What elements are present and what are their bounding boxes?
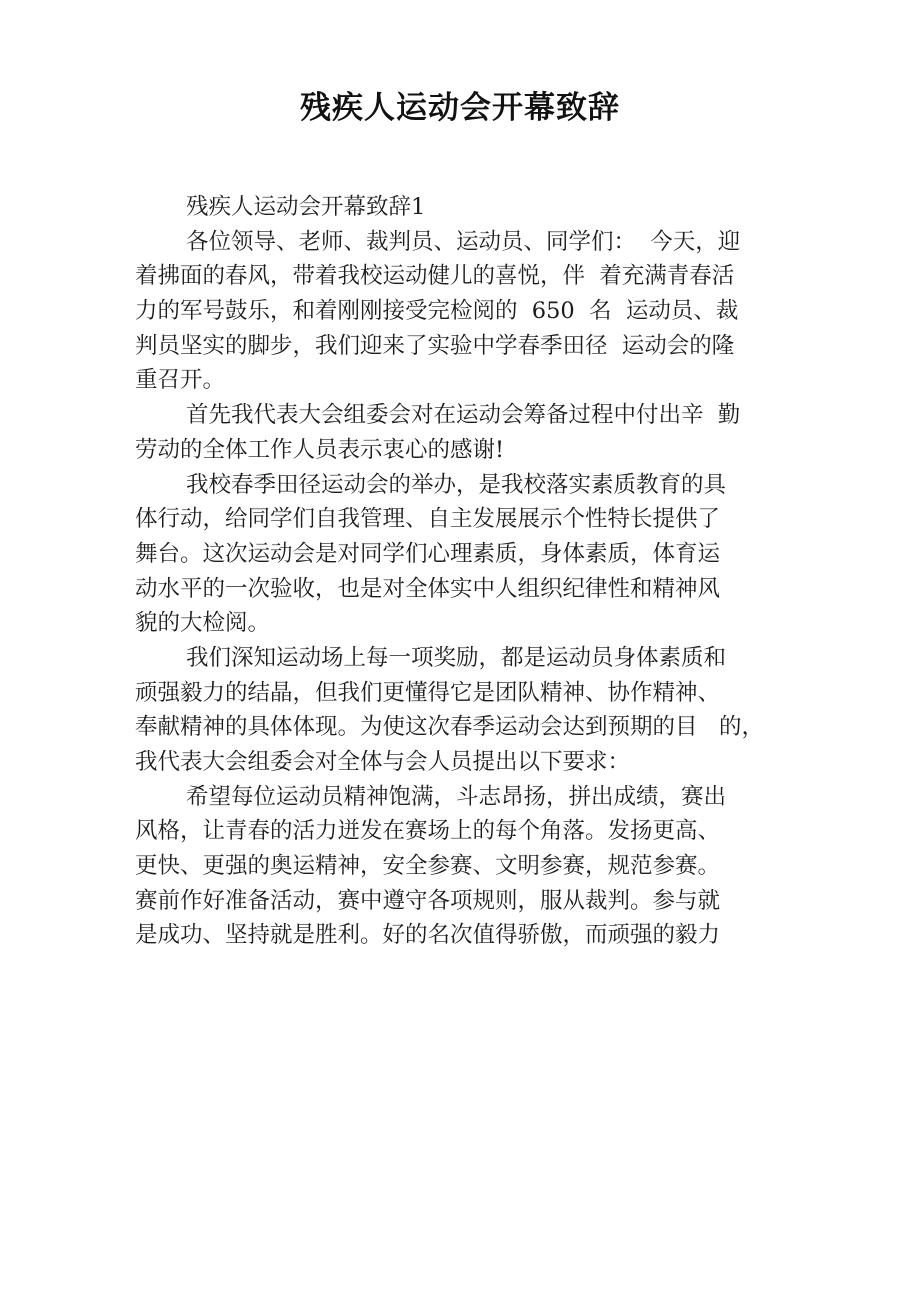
paragraph-line: 重召开。 <box>135 367 226 394</box>
document-title: 残疾人运动会开幕致辞 <box>300 90 620 126</box>
paragraph-line: 是成功、坚持就是胜利。好的名次值得骄傲，而顽强的毅力 <box>135 922 721 949</box>
paragraph-line: 着拂面的春风，带着我校运动健儿的喜悦，伴 着充满青春活 <box>135 263 735 290</box>
paragraph-line: 我代表大会组委会对全体与会人员提出以下要求： <box>135 749 631 775</box>
paragraph-line: 更快、更强的奥运精神，安全参赛、文明参赛，规范参赛。 <box>135 853 721 880</box>
paragraph-line: 首先我代表大会组委会对在运动会筹备过程中付出辛 勤 <box>186 402 741 429</box>
paragraph-line: 我校春季田径运动会的举办，是我校落实素质教育的具 <box>186 471 727 498</box>
paragraph-line: 力的军号鼓乐，和着刚刚接受完检阅的 650 名 运动员、裁 <box>135 298 739 325</box>
paragraph-line: 判员坚实的脚步，我们迎来了实验中学春季田径 运动会的隆 <box>135 332 735 359</box>
paragraph-line: 劳动的全体工作人员表示衷心的感谢! <box>135 436 505 463</box>
paragraph-line: 希望每位运动员精神饱满，斗志昂扬，拼出成绩，赛出 <box>186 783 727 810</box>
paragraph-line: 各位领导、老师、裁判员、运动员、同学们： 今天，迎 <box>186 228 741 255</box>
paragraph-line: 体行动，给同学们自我管理、自主发展展示个性特长提供了 <box>135 506 721 533</box>
paragraph-line: 动水平的一次验收，也是对全体实中人组织纪律性和精神风 <box>135 575 721 602</box>
paragraph-line: 风格，让青春的活力迸发在赛场上的每个角落。发扬更高、 <box>135 818 721 845</box>
document-body <box>135 190 785 953</box>
paragraph-line: 奉献精神的具体体现。为使这次春季运动会达到预期的目 的， <box>135 714 764 741</box>
section-heading: 残疾人运动会开幕致辞1 <box>186 194 426 220</box>
paragraph-line: 貌的大检阅。 <box>135 610 271 637</box>
paragraph-line: 赛前作好准备活动，赛中遵守各项规则，服从裁判。参与就 <box>135 887 721 914</box>
paragraph-line: 我们深知运动场上每一项奖励，都是运动员身体素质和 <box>186 644 727 671</box>
paragraph-line: 顽强毅力的结晶，但我们更懂得它是团队精神、协作精神、 <box>135 679 721 706</box>
paragraph-line: 舞台。这次运动会是对同学们心理素质，身体素质，体育运 <box>135 540 721 567</box>
